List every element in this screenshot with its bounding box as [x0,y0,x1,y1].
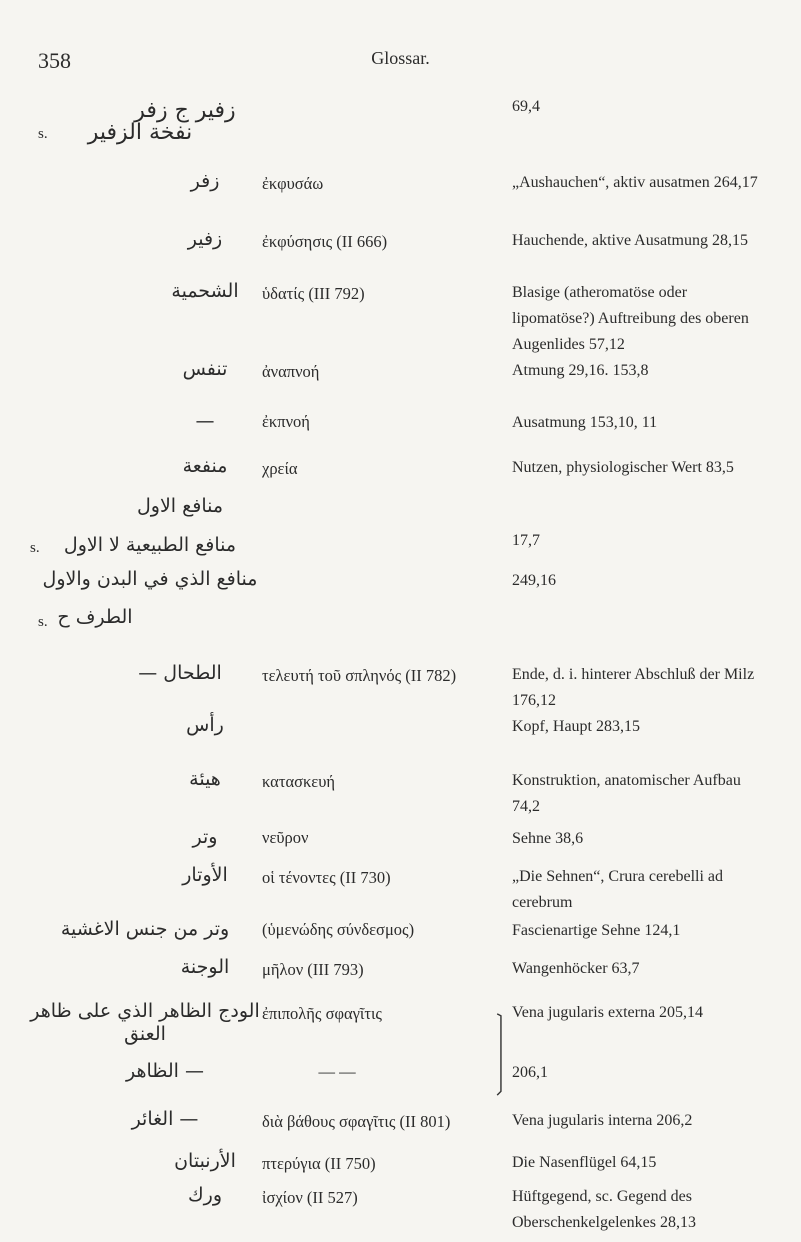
greek-term: ἰσχίον (II 527) [262,1188,358,1207]
arabic-term: رأس [186,714,224,736]
arabic-term: زفير [187,228,223,250]
german-gloss: Nutzen, physiologischer Wert 83,5 [512,459,734,476]
running-head: Glossar. [371,48,430,68]
german-gloss: 17,7 [512,532,540,549]
greek-term: διὰ βάθους σφαγῖτις (II 801) [262,1112,451,1131]
page-number: 358 [38,48,71,73]
arabic-term: الطرف ح [57,606,133,628]
greek-term: τελευτή τοῦ σπληνός (II 782) [262,666,457,685]
greek-term: — — [318,1062,356,1081]
arabic-term: نفخة الزفير [87,120,193,145]
greek-term: κατασκευή [262,772,336,791]
german-gloss: Fascienartige Sehne 124,1 [512,922,681,939]
greek-term: ἐκφύσησις (II 666) [262,232,388,251]
german-gloss: Vena jugularis interna 206,2 [512,1112,693,1129]
arabic-term: الأرنبتان [174,1150,236,1172]
arabic-term: تنفس [182,358,228,380]
german-gloss: Atmung 29,16. 153,8 [512,362,649,379]
siglum-s: s. [38,126,48,142]
german-gloss: Kopf, Haupt 283,15 [512,718,640,735]
greek-term: μῆλον (III 793) [262,960,364,979]
greek-term: οἱ τένοντες (II 730) [262,868,391,887]
greek-term: ἐπιπολῆς σφαγῖτις [262,1004,382,1023]
arabic-term: الشحمية [171,280,239,302]
greek-term: ἐκφυσάω [262,174,324,193]
german-gloss: 249,16 [512,572,556,589]
greek-term: (ὑμενώδης σύνδεσμος) [262,920,415,939]
arabic-term: — الغائر [131,1108,199,1130]
arabic-term: — الظاهر [126,1060,204,1082]
arabic-term: منافع الطبيعية لا الاول [63,534,237,556]
arabic-term: الأوتار [182,864,228,886]
arabic-term: ورك [187,1184,222,1206]
greek-term: χρεία [262,459,298,478]
arabic-term: هيئة [189,768,221,790]
german-gloss: Ausatmung 153,10, 11 [512,414,658,431]
arabic-term: منفعة [182,455,228,477]
greek-term: ἀναπνοή [262,362,320,381]
german-gloss: 206,1 [512,1064,548,1081]
greek-term: ὑδατίς (III 792) [262,284,365,303]
german-gloss: Ende, d. i. hinterer Abschluß der Milz 176,12 [512,666,755,709]
grouping-brace [495,1012,505,1097]
arabic-term: الطحال — [138,662,222,684]
arabic-term: منافع الذي في البدن والاول [42,568,258,590]
arabic-term: وتر [192,826,218,848]
arabic-term: زفير ج زفر [134,98,236,123]
german-gloss: Blasige (atheromatöse oder lipomatöse?) Auftreibung des oberen Augenlides 57,12 [512,284,749,353]
german-gloss: Sehne 38,6 [512,830,584,847]
greek-term: νεῦρον [262,828,309,847]
german-gloss: Konstruktion, anatomischer Aufbau 74,2 [512,772,741,815]
greek-term: ἐκπνοή [262,412,310,431]
german-gloss: 69,4 [512,98,540,115]
arabic-term: وتر من جنس الاغشية [60,918,230,940]
siglum-s: s. [30,540,40,556]
german-gloss: Wangenhöcker 63,7 [512,960,640,977]
german-gloss: Vena jugularis externa 205,14 [512,1004,704,1021]
arabic-term: — [195,410,215,432]
german-gloss: Hauchende, aktive Ausatmung 28,15 [512,232,748,249]
german-gloss: Die Nasenflügel 64,15 [512,1154,657,1171]
arabic-term: الودج الظاهر الذي على ظاهر العنق [30,1000,260,1045]
german-gloss: „Die Sehnen“, Crura cerebelli ad cerebrum [512,868,724,911]
arabic-term: منافع الاول [136,495,224,517]
siglum-s: s. [38,614,48,630]
arabic-term: زفر [190,170,220,192]
german-gloss: „Aushauchen“, aktiv ausatmen 264,17 [512,174,758,191]
arabic-term: الوجنة [180,956,230,978]
german-gloss: Hüftgegend, sc. Gegend des Oberschenkelgelenkes 28,13 [512,1188,696,1231]
greek-term: πτερύγια (II 750) [262,1154,376,1173]
